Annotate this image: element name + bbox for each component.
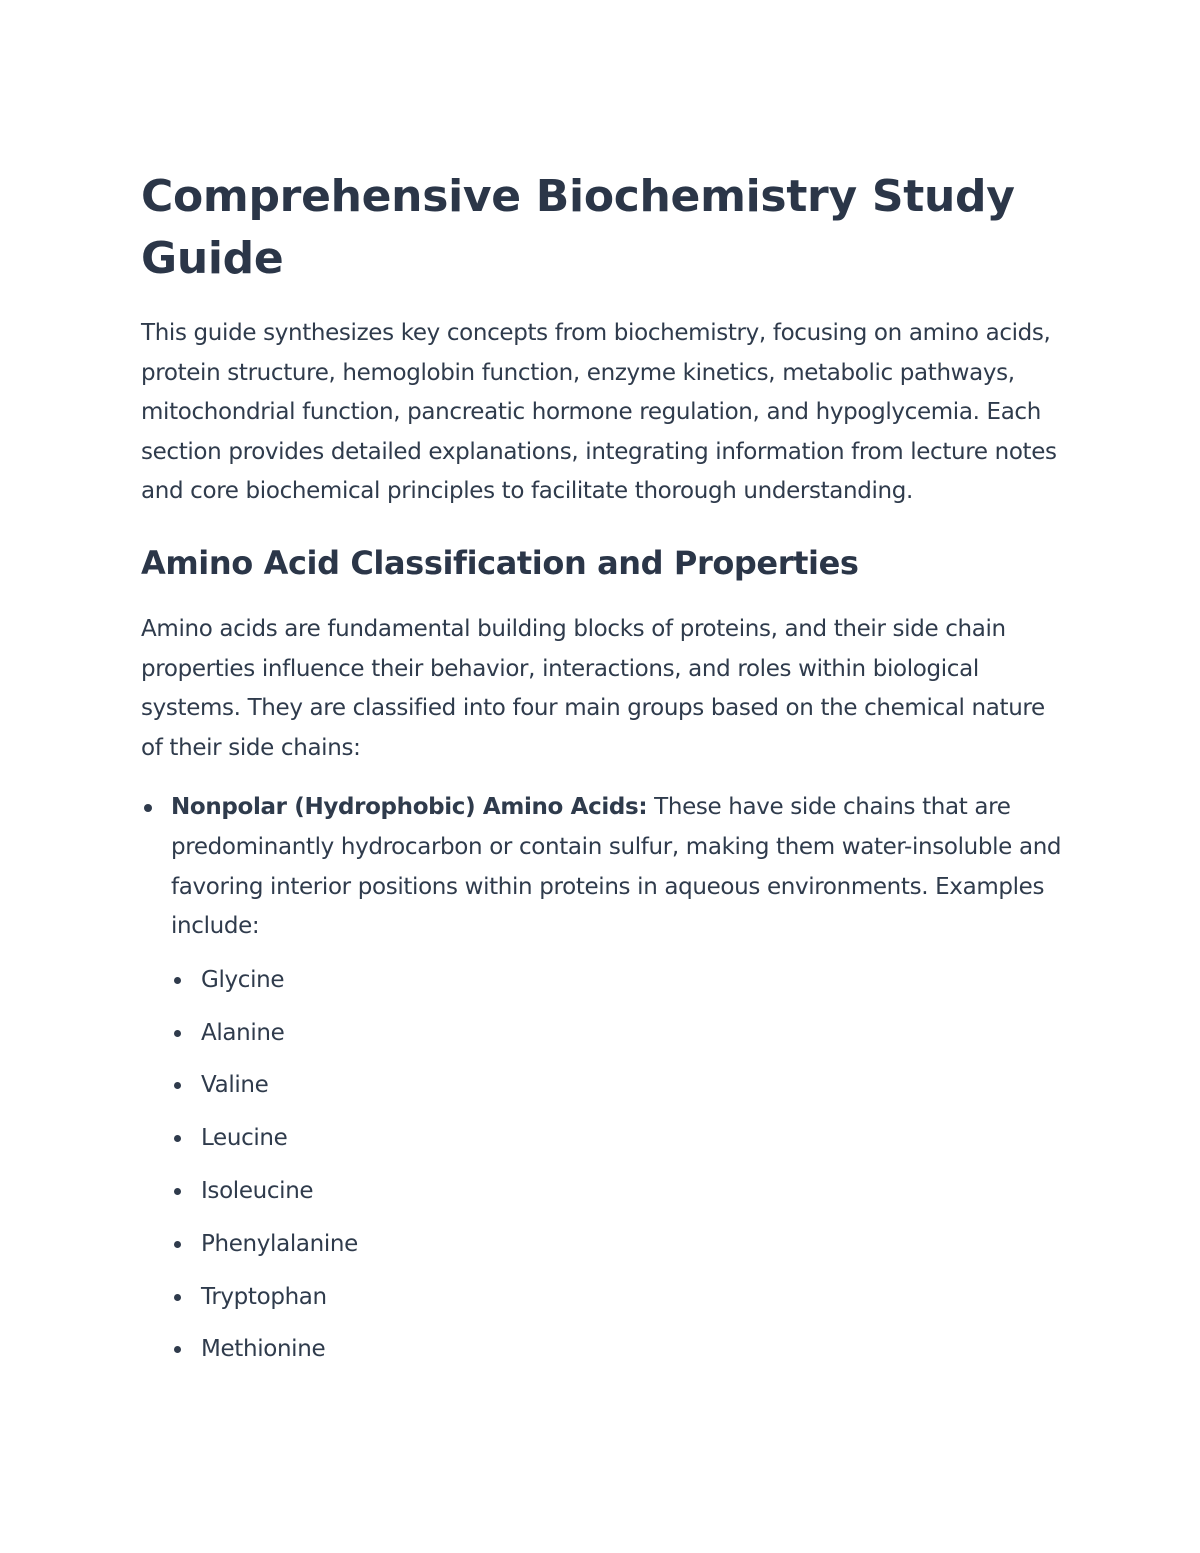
bullet-icon — [174, 1030, 181, 1037]
example-label: Leucine — [201, 1125, 288, 1152]
bullet-icon — [174, 977, 181, 984]
list-item — [171, 1066, 1071, 1119]
intro-paragraph: This guide synthesizes key concepts from biochemistry, focusing on amino acids, protein structure, hemoglobin function, enzyme kinetics, metabolic pathways, mitochondrial function, pancreatic hormone regulation, and hypoglycemia. Each section provides detailed explanations, integrating information from lecture notes and core biochemical principles to facilitate thorough understanding. — [141, 320, 1057, 505]
list-item — [171, 1225, 1071, 1278]
example-label: Phenylalanine — [201, 1230, 358, 1257]
document-page — [141, 166, 1071, 1383]
bullet-icon — [174, 1241, 181, 1248]
bullet-icon — [174, 1294, 181, 1301]
example-label: Methionine — [201, 1336, 326, 1363]
example-label: Isoleucine — [201, 1177, 314, 1204]
item-description: These have side chains that are predominantly hydrocarbon or contain sulfur, making them water-insoluble and favoring interior positions within proteins in aqueous environments. Examples include: — [171, 794, 1062, 940]
classification-list — [141, 788, 1071, 1383]
list-item — [171, 1014, 1071, 1067]
bullet-icon — [144, 804, 152, 812]
list-item-nonpolar — [141, 788, 1071, 1383]
bullet-icon — [174, 1188, 181, 1195]
list-item — [171, 1330, 1071, 1383]
example-label: Tryptophan — [201, 1283, 327, 1310]
section-heading: Amino Acid Classification and Properties — [141, 543, 859, 582]
example-label: Glycine — [201, 966, 285, 993]
section-paragraph: Amino acids are fundamental building blocks of proteins, and their side chain properties influence their behavior, interactions, and roles within biological systems. They are classified into four main groups based on the chemical nature of their side chains: — [141, 615, 1045, 761]
list-item — [171, 1172, 1071, 1225]
examples-list — [171, 961, 1071, 1383]
list-item — [171, 961, 1071, 1014]
example-label: Alanine — [201, 1019, 285, 1046]
document-title: Comprehensive Biochemistry Study Guide — [141, 171, 1015, 284]
list-item — [171, 1119, 1071, 1172]
bullet-icon — [174, 1135, 181, 1142]
item-term: Nonpolar (Hydrophobic) Amino Acids: — [171, 794, 648, 821]
example-label: Valine — [201, 1072, 269, 1099]
list-item — [171, 1278, 1071, 1331]
bullet-icon — [174, 1082, 181, 1089]
bullet-icon — [174, 1346, 181, 1353]
